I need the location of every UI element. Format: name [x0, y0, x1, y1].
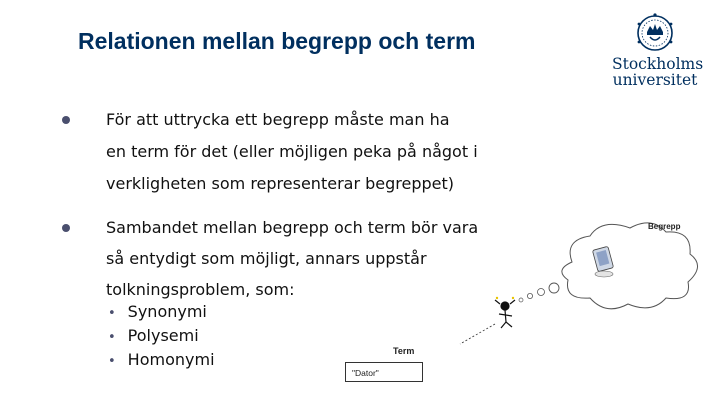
- sub-item-label: Synonymi: [127, 302, 207, 321]
- bullet-marker: [62, 224, 70, 232]
- thought-cloud-icon: [562, 223, 698, 309]
- bullet-marker: [62, 116, 70, 124]
- person-icon: [495, 297, 515, 328]
- bullet-text-line: verkligheten som representerar begreppet): [106, 174, 455, 193]
- slide-title: Relationen mellan begrepp och term: [78, 28, 476, 54]
- university-logo: [612, 12, 704, 96]
- concept-label: Begrepp: [648, 222, 681, 231]
- bullet-text-line: För att uttrycka ett begrepp måste man ha: [106, 110, 450, 129]
- sub-item: [108, 348, 215, 374]
- sub-item-label: Polysemi: [127, 326, 199, 345]
- pointer-line: [460, 324, 495, 344]
- bullet-text-line: Sambandet mellan begrepp och term bör vara: [106, 218, 479, 237]
- bullet-text-line: så entydigt som möjligt, annars uppstår: [106, 249, 427, 268]
- sub-bullet-icon: •: [108, 306, 116, 321]
- crown-seal-icon: [612, 12, 698, 56]
- bullet-text-line: tolkningsproblem, som:: [106, 280, 295, 299]
- term-box: "Dator": [345, 362, 423, 382]
- sub-bullet-icon: •: [108, 330, 116, 345]
- logo-text-line2: universitet: [612, 71, 698, 89]
- sub-bullet-icon: •: [108, 354, 116, 369]
- logo-text-line1: Stockholms: [612, 55, 704, 73]
- bullet-text-line: en term för det (eller möjligen peka på något i: [106, 142, 478, 161]
- sub-item: [108, 300, 207, 326]
- sub-item: [108, 324, 199, 350]
- sub-item-label: Homonymi: [127, 350, 215, 369]
- term-label: Term: [393, 346, 415, 356]
